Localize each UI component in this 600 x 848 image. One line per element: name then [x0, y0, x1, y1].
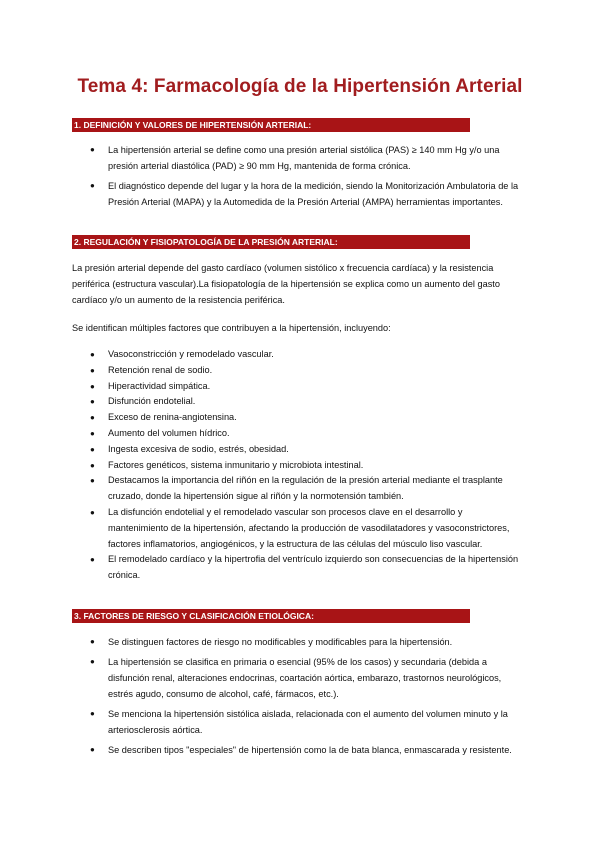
- section-2-paragraph-1: La presión arterial depende del gasto cardíaco (volumen sistólico x frecuencia cardíaca) y la resistencia periférica (estructura vascular).La fisiopatología de la hipertensión se explica como un aumento del gasto cardíaco y/o un aumento de la resistencia periférica.: [72, 263, 500, 305]
- section-2-list: [90, 347, 520, 584]
- list-item: ● Ingesta excesiva de sodio, estrés, obesidad.: [90, 442, 520, 458]
- bullet-icon: ●: [90, 460, 95, 470]
- bullet-icon: ●: [90, 365, 95, 375]
- section-1-list: [90, 142, 520, 214]
- list-item: ● El diagnóstico depende del lugar y la hora de la medición, siendo la Monitorización Ambulatoria de la Presión Arterial (MAPA) y la Automedida de la Presión Arterial (AMPA) herramientas importantes.: [90, 178, 520, 210]
- section-1-heading: 1. DEFINICIÓN Y VALORES DE HIPERTENSIÓN ARTERIAL:: [72, 118, 470, 132]
- section-3-list: [90, 634, 520, 762]
- list-item: ● Aumento del volumen hídrico.: [90, 426, 520, 442]
- bullet-icon: ●: [90, 350, 95, 359]
- bullet-icon: ●: [90, 444, 95, 454]
- bullet-icon: ●: [90, 555, 95, 565]
- list-item: ● Se describen tipos "especiales" de hipertensión como la de bata blanca, enmascarada y resistente.: [90, 742, 520, 758]
- section-2-paragraph-2: Se identifican múltiples factores que contribuyen a la hipertensión, incluyendo:: [72, 323, 391, 333]
- list-item: ● Se menciona la hipertensión sistólica aislada, relacionada con el aumento del volumen minuto y la arteriosclerosis aórtica.: [90, 706, 520, 738]
- page-title: Tema 4: Farmacología de la Hipertensión Arterial: [77, 76, 523, 97]
- list-item: ● La disfunción endotelial y el remodelado vascular son procesos clave en el desarrollo y mantenimiento de la hipertensión, afectando la producción de vasodilatadores y vasoconstrictores, factores inflamatorios, angiogénicos, y la estructura de las células del músculo liso vascular.: [90, 506, 510, 549]
- bullet-icon: ●: [90, 145, 95, 154]
- list-item: ● Hiperactividad simpática.: [90, 379, 520, 395]
- list-item: ● Factores genéticos, sistema inmunitario y microbiota intestinal.: [90, 458, 520, 474]
- list-item: ● Retención renal de sodio.: [90, 363, 520, 379]
- bullet-icon: ●: [90, 413, 95, 423]
- bullet-icon: ●: [90, 637, 95, 646]
- bullet-icon: ●: [90, 476, 95, 486]
- list-item: ● Exceso de renina-angiotensina.: [90, 410, 520, 426]
- bullet-icon: ●: [90, 381, 95, 391]
- section-2-heading: 2. REGULACIÓN Y FISIOPATOLOGÍA DE LA PRESIÓN ARTERIAL:: [72, 235, 470, 249]
- bullet-icon: ●: [90, 397, 95, 407]
- bullet-icon: ●: [90, 507, 95, 517]
- bullet-icon: ●: [90, 745, 95, 754]
- list-item: ● La hipertensión arterial se define como una presión arterial sistólica (PAS) ≥ 140 mm Hg y/o una presión arterial diastólica (PAD) ≥ 90 mm Hg, mantenida de forma crónica.: [90, 142, 520, 174]
- bullet-icon: ●: [90, 657, 95, 666]
- list-item: ● El remodelado cardíaco y la hipertrofia del ventrículo izquierdo son consecuencias de la hipertensión crónica.: [90, 554, 519, 581]
- bullet-icon: ●: [90, 181, 95, 190]
- list-item: ● Destacamos la importancia del riñón en la regulación de la presión arterial mediante el trasplante cruzado, donde la hipertensión sigue al riñón y la normotensión también.: [90, 475, 503, 502]
- bullet-icon: ●: [90, 428, 95, 438]
- list-item: ● La hipertensión se clasifica en primaria o esencial (95% de los casos) y secundaria (debida a disfunción renal, alteraciones endocrinas, coartación aórtica, embarazo, trastornos neurológicos, estrés agudo, consumo de alcohol, café, fármacos, etc.).: [90, 654, 520, 702]
- list-item: ● Disfunción endotelial.: [90, 394, 520, 410]
- section-3-heading: 3. FACTORES DE RIESGO Y CLASIFICACIÓN ETIOLÓGICA:: [72, 609, 470, 623]
- bullet-icon: ●: [90, 709, 95, 718]
- list-item: ● Se distinguen factores de riesgo no modificables y modificables para la hipertensión.: [90, 634, 520, 650]
- list-item: ● Vasoconstricción y remodelado vascular.: [90, 347, 520, 363]
